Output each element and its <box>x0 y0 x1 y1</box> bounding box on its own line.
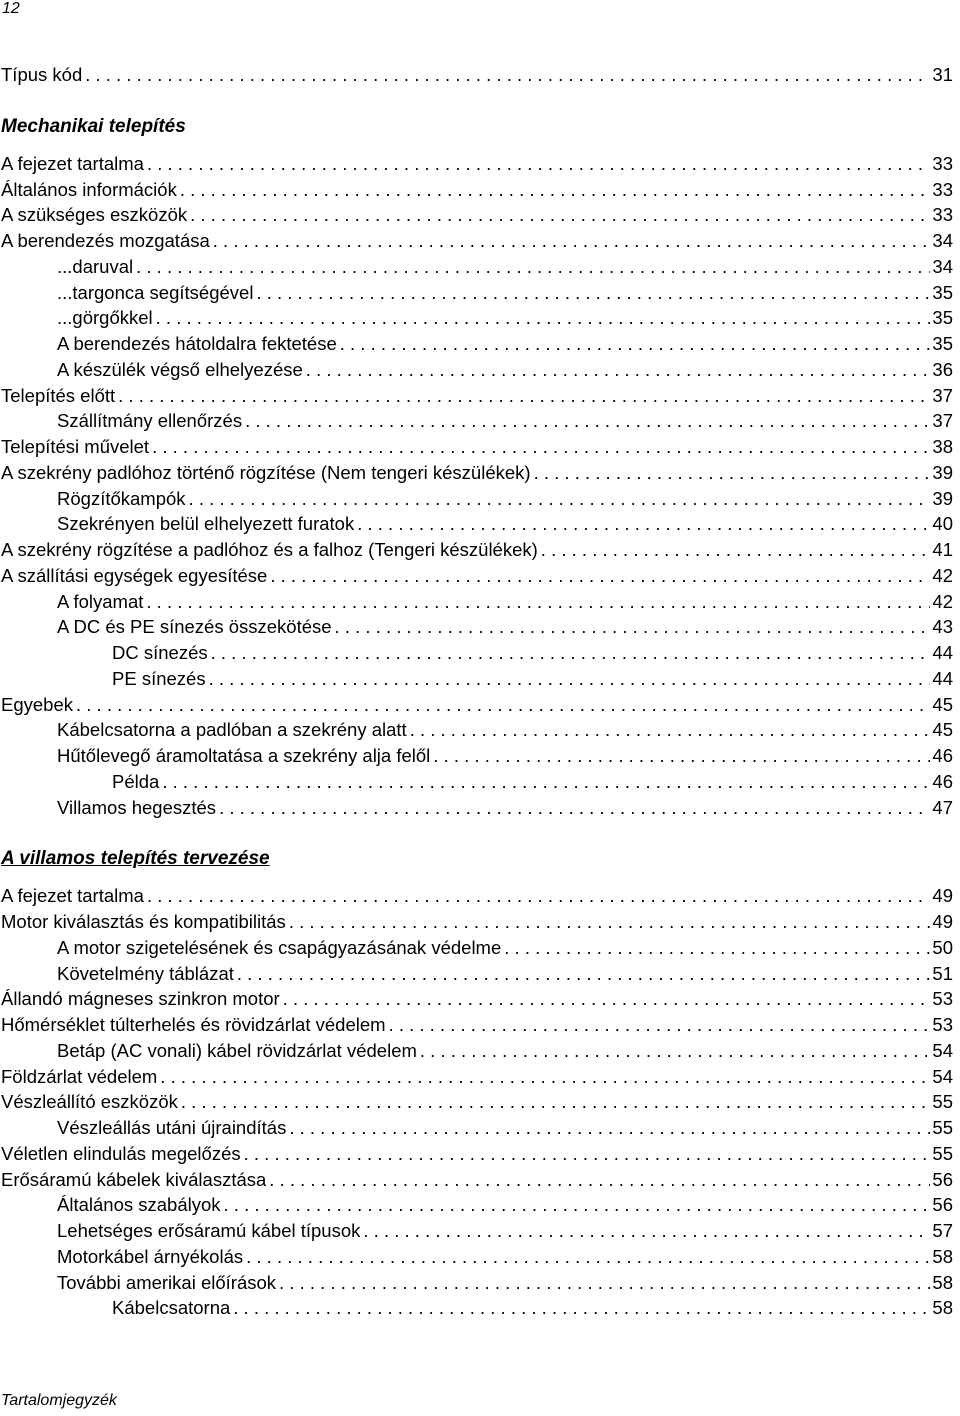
toc-leader-dots <box>213 228 931 254</box>
toc-entry-page: 37 <box>932 384 953 406</box>
toc-leader-dots <box>289 1115 930 1141</box>
toc-entry[interactable] <box>1 408 953 434</box>
toc-entry[interactable] <box>1 1167 953 1193</box>
toc-entry[interactable] <box>1 743 953 769</box>
toc-entry-label: ...targonca segítségével <box>57 281 254 303</box>
toc-leader-dots <box>340 331 931 357</box>
toc-entry-label: Rögzítőkampók <box>57 487 186 509</box>
toc-entry-page: 42 <box>932 564 953 586</box>
toc-entry-page: 40 <box>932 513 953 535</box>
toc-entry-label: Típus kód <box>1 64 83 85</box>
toc-leader-dots <box>152 434 930 460</box>
toc-entry-page: 44 <box>932 642 953 663</box>
toc-leader-dots <box>147 883 930 909</box>
toc-entry[interactable] <box>1 935 953 961</box>
toc-entry-label: A DC és PE sínezés összekötése <box>57 616 332 638</box>
toc-entry[interactable] <box>1 666 953 692</box>
toc-entry[interactable] <box>1 1064 953 1090</box>
toc-entry[interactable] <box>1 486 953 512</box>
toc-leader-dots <box>420 1038 931 1064</box>
toc-entry-page: 34 <box>932 255 953 277</box>
toc-leader-dots <box>246 1244 930 1270</box>
toc-entry[interactable] <box>1 1141 953 1167</box>
toc-leader-dots <box>306 357 931 383</box>
toc-entry-page: 39 <box>932 487 953 509</box>
toc-leader-dots <box>224 1192 931 1218</box>
footer-title: Tartalomjegyzék <box>1 1392 117 1409</box>
toc-entry[interactable] <box>1 795 953 821</box>
toc-entry[interactable] <box>1 434 953 460</box>
toc-leader-dots <box>160 1064 930 1090</box>
toc-entry[interactable] <box>1 1012 953 1038</box>
toc-entry-page: 57 <box>932 1220 953 1241</box>
toc-entry-label: Telepítés előtt <box>1 384 116 406</box>
toc-entry-page: 35 <box>932 281 953 303</box>
toc-leader-dots <box>85 62 930 88</box>
toc-entry-label: Motorkábel árnyékolás <box>57 1245 244 1267</box>
toc-leader-dots <box>211 640 931 666</box>
toc-entry[interactable] <box>1 1295 953 1321</box>
toc-entry-label: Véletlen elindulás megelőzés <box>1 1142 241 1164</box>
toc-entry-label: ...görgőkkel <box>57 307 153 329</box>
toc-entry-page: 33 <box>932 204 953 226</box>
toc-entry-label: A készülék végső elhelyezése <box>57 358 303 380</box>
toc-entry-page: 41 <box>932 539 953 560</box>
toc-entry-page: 34 <box>932 230 953 251</box>
toc-entry-label: A motor szigetelésének és csapágyazásának védelme <box>57 936 502 958</box>
toc-leader-dots <box>289 909 931 935</box>
toc-entry-page: 45 <box>932 719 953 741</box>
toc-entry-label: Szállítmány ellenőrzés <box>57 410 243 432</box>
toc-entry-label: Földzárlat védelem <box>1 1065 158 1087</box>
toc-entry-page: 43 <box>932 616 953 638</box>
toc-entry-label: A szállítási egységek egyesítése <box>1 564 268 586</box>
toc-leader-dots <box>410 717 931 743</box>
toc-entry-label: Egyebek <box>1 693 73 715</box>
toc-entry-page: 39 <box>932 461 953 483</box>
toc-entry-page: 44 <box>932 667 953 689</box>
section-title-electrical: A villamos telepítés tervezése <box>1 848 270 870</box>
toc-leader-dots <box>534 460 931 486</box>
toc-leader-dots <box>219 795 930 821</box>
toc-entry[interactable] <box>1 640 953 666</box>
toc-entry[interactable] <box>1 961 953 987</box>
toc-entry-page: 35 <box>932 307 953 329</box>
toc-leader-dots <box>233 1295 930 1321</box>
toc-entry-label: Általános információk <box>1 178 177 200</box>
toc-entry-label: A fejezet tartalma <box>1 152 144 174</box>
toc-entry-page: 58 <box>932 1297 953 1319</box>
toc-leader-dots <box>76 692 930 718</box>
toc-entry[interactable] <box>1 1115 953 1141</box>
toc-entry-page: 56 <box>932 1194 953 1216</box>
toc-entry-label: A fejezet tartalma <box>1 885 144 907</box>
toc-entry[interactable] <box>1 1038 953 1064</box>
toc-leader-dots <box>269 1167 930 1193</box>
section-gap <box>1 820 953 845</box>
toc-entry-label: A berendezés mozgatása <box>1 230 210 251</box>
page-number: 12 <box>2 0 20 17</box>
toc-entry[interactable] <box>1 254 953 280</box>
toc-entry-page: 36 <box>932 358 953 380</box>
toc-entry[interactable] <box>1 614 953 640</box>
section-title-mechanical: Mechanikai telepítés <box>1 115 186 137</box>
toc-entry[interactable] <box>1 769 953 795</box>
toc-entry-label: Erősáramú kábelek kiválasztása <box>1 1168 267 1190</box>
toc-leader-dots <box>270 563 930 589</box>
toc-leader-dots <box>283 986 931 1012</box>
toc-entry[interactable] <box>1 1270 953 1296</box>
toc-leader-dots <box>180 177 931 203</box>
toc-entry-label: Szekrényen belül elhelyezett furatok <box>57 513 355 535</box>
toc-entry-label: A szükséges eszközök <box>1 204 188 226</box>
toc-entry[interactable] <box>1 1089 953 1115</box>
toc-leader-dots <box>190 202 930 228</box>
toc-entry-page: 56 <box>932 1168 953 1190</box>
toc-leader-dots <box>209 666 931 692</box>
toc-entry-label: Példa <box>112 770 160 792</box>
toc-entry[interactable] <box>1 692 953 718</box>
toc-leader-dots <box>244 1141 931 1167</box>
toc-entry-page: 42 <box>932 590 953 612</box>
toc-entry-label: Motor kiválasztás és kompatibilitás <box>1 911 286 932</box>
toc-entry-page: 46 <box>932 745 953 766</box>
toc-entry-label: A szekrény padlóhoz történő rögzítése (Nem tengeri készülékek) <box>1 461 531 483</box>
toc-entry-label: Vészleállás utáni újraindítás <box>57 1117 287 1138</box>
toc-leader-dots <box>335 614 931 640</box>
toc-leader-dots <box>357 511 930 537</box>
toc-leader-dots <box>118 383 930 409</box>
toc-entry[interactable] <box>1 589 953 615</box>
toc-entry-label: Kábelcsatorna a padlóban a szekrény alatt <box>57 719 407 741</box>
toc-entry[interactable] <box>1 383 953 409</box>
toc-entry-label: A szekrény rögzítése a padlóhoz és a falhoz (Tengeri készülékek) <box>1 539 538 560</box>
toc-leader-dots <box>279 1270 930 1296</box>
toc-leader-dots <box>156 305 931 331</box>
toc-entry-label: Hőmérséklet túlterhelés és rövidzárlat védelem <box>1 1014 386 1035</box>
toc-entry[interactable] <box>1 1192 953 1218</box>
toc-entry-page: 53 <box>932 1014 953 1035</box>
toc-entry-page: 58 <box>932 1271 953 1293</box>
toc-leader-dots <box>245 408 930 434</box>
toc-entry-page: 33 <box>932 152 953 174</box>
toc-entry-label: Telepítési művelet <box>1 436 150 457</box>
toc-entry-page: 49 <box>932 911 953 932</box>
toc-entry[interactable] <box>1 883 953 909</box>
toc-leader-dots <box>541 537 931 563</box>
toc-leader-dots <box>162 769 930 795</box>
toc-entry-label: Betáp (AC vonali) kábel rövidzárlat védelem <box>57 1039 417 1061</box>
toc-leader-dots <box>504 935 930 961</box>
toc-leader-dots <box>136 254 930 280</box>
toc-entry-page: 45 <box>932 693 953 715</box>
toc-entry-page: 33 <box>932 178 953 200</box>
toc-section-electrical <box>1 883 953 1321</box>
toc-entry[interactable] <box>1 280 953 306</box>
toc-entry-label: Vészleállító eszközök <box>1 1091 178 1113</box>
toc-entry-label: DC sínezés <box>112 642 208 663</box>
toc-entry-page: 47 <box>932 796 953 818</box>
toc-entry-page: 35 <box>932 333 953 354</box>
toc-entry-page: 37 <box>932 410 953 432</box>
toc-entry-page: 53 <box>932 988 953 1010</box>
toc-leader-dots <box>256 280 930 306</box>
toc-entry-page: 51 <box>932 962 953 984</box>
toc-entry-label: Általános szabályok <box>57 1194 221 1216</box>
toc-entry-page: 54 <box>932 1039 953 1061</box>
section-gap <box>1 88 953 113</box>
toc-entry-label: Követelmény táblázat <box>57 962 234 984</box>
toc-entry-page: 58 <box>932 1245 953 1267</box>
toc-leader-dots <box>147 151 930 177</box>
toc-section-mechanical <box>1 151 953 821</box>
toc-entry[interactable] <box>1 909 953 935</box>
toc-entry-label: Állandó mágneses szinkron motor <box>1 988 280 1010</box>
toc-entry[interactable] <box>1 717 953 743</box>
toc-entry-page: 49 <box>932 885 953 907</box>
toc-leader-dots <box>389 1012 931 1038</box>
toc-leader-dots <box>237 961 931 987</box>
toc-leader-dots <box>146 589 930 615</box>
toc-entry-label: A folyamat <box>57 590 144 612</box>
toc-entry-page: 38 <box>932 436 953 457</box>
toc-entry[interactable] <box>1 62 953 88</box>
toc-top-entries <box>1 62 953 88</box>
toc-entry-page: 54 <box>932 1065 953 1087</box>
toc-entry[interactable] <box>1 177 953 203</box>
toc-leader-dots <box>181 1089 931 1115</box>
toc-entry[interactable] <box>1 202 953 228</box>
toc-entry[interactable] <box>1 537 953 563</box>
toc-entry-page: 55 <box>932 1142 953 1164</box>
toc-entry-label: A berendezés hátoldalra fektetése <box>57 333 337 354</box>
toc-entry-label: Kábelcsatorna <box>112 1297 231 1319</box>
toc-entry[interactable] <box>1 1244 953 1270</box>
toc-entry-label: Villamos hegesztés <box>57 796 217 818</box>
table-of-contents <box>1 62 953 1321</box>
toc-entry[interactable] <box>1 1218 953 1244</box>
toc-entry-label: ...daruval <box>57 255 134 277</box>
toc-entry[interactable] <box>1 331 953 357</box>
toc-entry-page: 50 <box>932 936 953 958</box>
toc-entry[interactable] <box>1 563 953 589</box>
toc-entry-label: Hűtőlevegő áramoltatása a szekrény alja felől <box>57 745 431 766</box>
toc-entry-label: További amerikai előírások <box>57 1271 277 1293</box>
toc-leader-dots <box>433 743 930 769</box>
toc-entry[interactable] <box>1 460 953 486</box>
toc-entry-page: 46 <box>932 770 953 792</box>
toc-entry-label: Lehetséges erősáramú kábel típusok <box>57 1220 361 1241</box>
toc-entry-page: 31 <box>932 64 953 85</box>
toc-entry[interactable] <box>1 305 953 331</box>
toc-leader-dots <box>189 486 931 512</box>
toc-entry-page: 55 <box>932 1091 953 1113</box>
toc-entry[interactable] <box>1 986 953 1012</box>
toc-entry[interactable] <box>1 357 953 383</box>
toc-entry-label: PE sínezés <box>112 667 206 689</box>
toc-entry-page: 55 <box>932 1117 953 1138</box>
toc-leader-dots <box>363 1218 930 1244</box>
toc-entry[interactable] <box>1 151 953 177</box>
toc-entry[interactable] <box>1 228 953 254</box>
toc-entry[interactable] <box>1 511 953 537</box>
